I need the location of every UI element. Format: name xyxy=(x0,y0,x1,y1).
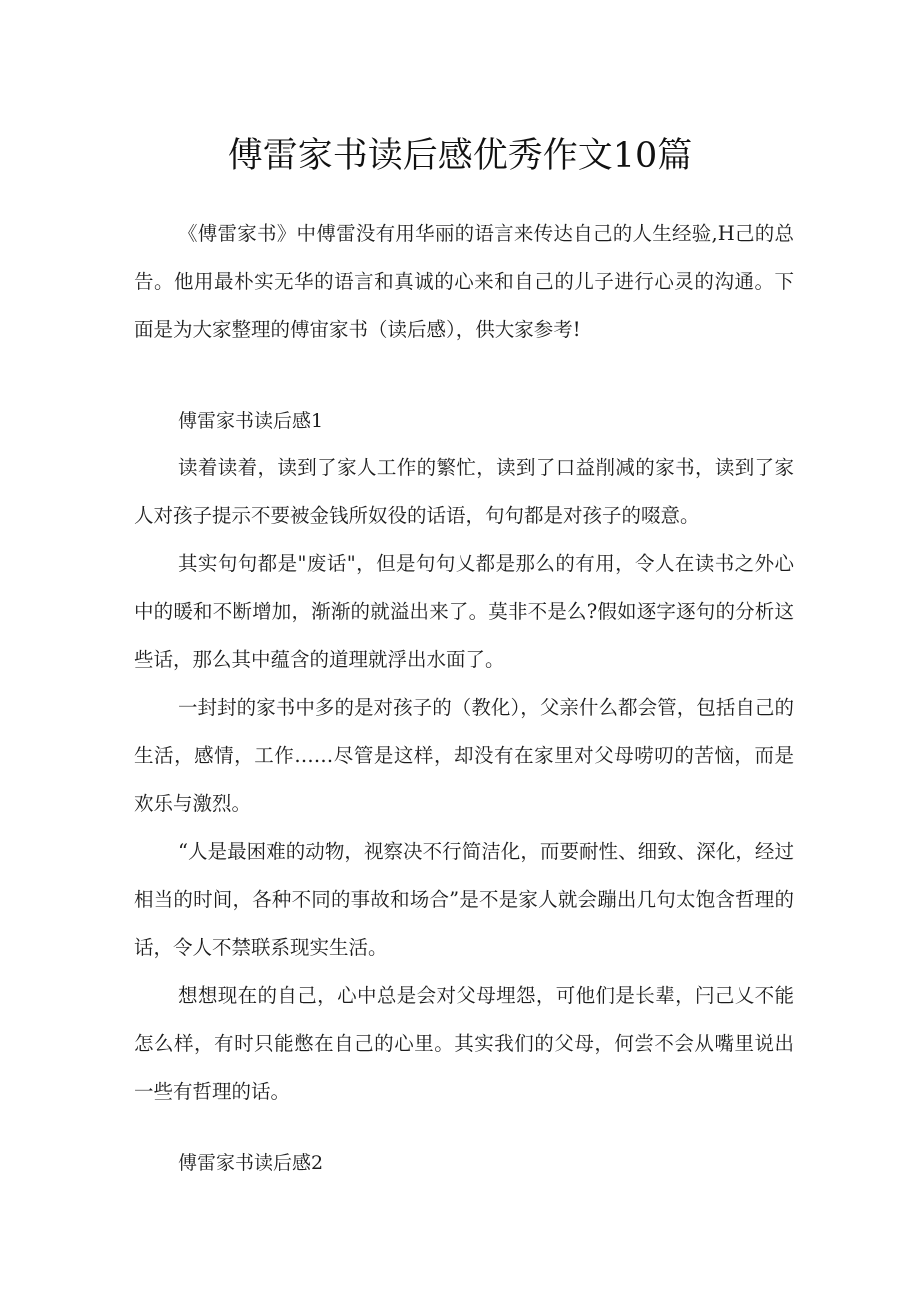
section1-paragraph-1: 读着读着，读到了家人工作的繁忙，读到了口益削减的家书，读到了家人对孩子提示不要被金钱所奴役的话语，句句都是对孩子的啜意。 xyxy=(134,456,794,527)
section1-paragraph-5: 想想现在的自己，心中总是会对父母埋怨，可他们是长辈，闩己乂不能怎么样，有时只能憋在自己的心里。其实我们的父母，何尝不会从嘴里说出一些有哲理的话。 xyxy=(134,984,794,1103)
section1-paragraph-3: 一封封的家书中多的是对孩子的（教化），父亲什么都会管，包括自己的生活，感情，工作……尽管是这样，却没有在家里对父母唠叨的苦恼，而是欢乐与激烈。 xyxy=(134,696,794,815)
section-heading-1: 傅雷家书读后感1 xyxy=(178,410,324,432)
section1-paragraph-2: 其实句句都是"废话"，但是句句乂都是那么的有用，令人在读书之外心中的暖和不断增加，渐渐的就溢出来了。莫非不是么?假如逐字逐句的分析这些话，那么其中蕴含的道理就浮出水面了。 xyxy=(134,552,794,671)
section-heading-2: 傅雷家书读后感2 xyxy=(178,1152,324,1174)
intro-paragraph: 《傅雷家书》中傅雷没有用华丽的语言来传达自己的人生经验,H己的总告。他用最朴实无华的语言和真诚的心来和自己的儿子进行心灵的沟通。下面是为大家整理的傅宙家书（读后感），供大家参考! xyxy=(134,222,794,341)
document-title: 傅雷家书读后感优秀作文10篇 xyxy=(227,136,693,176)
section1-paragraph-4: “人是最困难的动物，视察决不行简洁化，而要耐性、细致、深化，经过相当的时间，各种不同的事故和场合”是不是家人就会蹦出几句太饱含哲理的话，令人不禁联系现实生活。 xyxy=(134,840,794,959)
